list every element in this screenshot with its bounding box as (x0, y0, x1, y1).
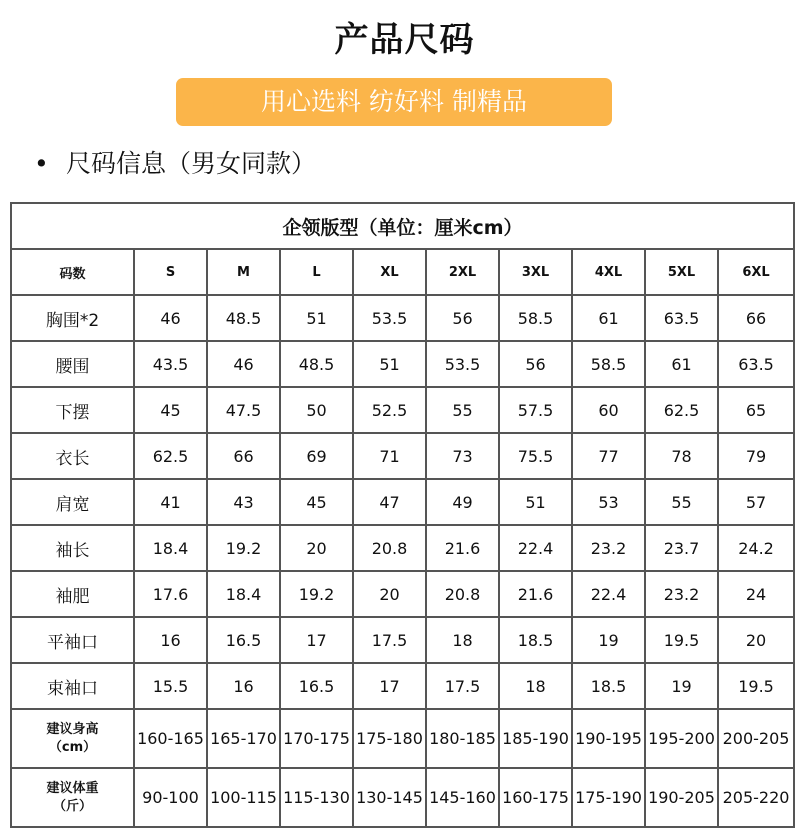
value-cell: 24 (718, 571, 794, 617)
table-caption: 企领版型（单位：厘米cm） (11, 203, 794, 249)
value-cell: 49 (426, 479, 499, 525)
size-header-cell: XL (353, 249, 426, 295)
value-cell: 53.5 (353, 295, 426, 341)
size-table (10, 202, 795, 828)
row-label-cell (11, 709, 134, 768)
row-label-cell: 腰围 (11, 341, 134, 387)
value-cell: 73 (426, 433, 499, 479)
value-cell: 17 (280, 617, 353, 663)
table-row (11, 479, 794, 525)
value-cell: 51 (280, 295, 353, 341)
value-cell: 20 (718, 617, 794, 663)
value-cell: 17 (353, 663, 426, 709)
value-cell: 165-170 (207, 709, 280, 768)
value-cell: 100-115 (207, 768, 280, 827)
value-cell: 160-175 (499, 768, 572, 827)
size-header-cell: 2XL (426, 249, 499, 295)
value-cell: 66 (718, 295, 794, 341)
value-cell: 190-205 (645, 768, 718, 827)
value-cell: 43.5 (134, 341, 207, 387)
value-cell: 205-220 (718, 768, 794, 827)
value-cell: 63.5 (645, 295, 718, 341)
value-cell: 115-130 (280, 768, 353, 827)
value-cell: 18.4 (207, 571, 280, 617)
value-cell: 18 (426, 617, 499, 663)
value-cell: 20 (353, 571, 426, 617)
value-cell: 46 (134, 295, 207, 341)
table-row (11, 663, 794, 709)
value-cell: 19.5 (718, 663, 794, 709)
value-cell: 65 (718, 387, 794, 433)
value-cell: 66 (207, 433, 280, 479)
value-cell: 18.5 (572, 663, 645, 709)
value-cell: 63.5 (718, 341, 794, 387)
value-cell: 60 (572, 387, 645, 433)
value-cell: 47.5 (207, 387, 280, 433)
value-cell: 175-190 (572, 768, 645, 827)
table-row (11, 709, 794, 768)
value-cell: 52.5 (353, 387, 426, 433)
value-cell: 19.5 (645, 617, 718, 663)
size-header-cell: 5XL (645, 249, 718, 295)
value-cell: 43 (207, 479, 280, 525)
size-header-cell: L (280, 249, 353, 295)
value-cell: 56 (499, 341, 572, 387)
value-cell: 45 (280, 479, 353, 525)
value-cell: 69 (280, 433, 353, 479)
value-cell: 175-180 (353, 709, 426, 768)
value-cell: 53 (572, 479, 645, 525)
row-label-unit: （斤） (52, 798, 92, 814)
value-cell: 160-165 (134, 709, 207, 768)
table-row (11, 341, 794, 387)
value-cell: 58.5 (572, 341, 645, 387)
row-label-cell: 下摆 (11, 387, 134, 433)
row-label-cell: 衣长 (11, 433, 134, 479)
value-cell: 16 (134, 617, 207, 663)
bullet-icon: • (34, 149, 49, 178)
value-cell: 22.4 (499, 525, 572, 571)
value-cell: 53.5 (426, 341, 499, 387)
value-cell: 16.5 (207, 617, 280, 663)
table-row (11, 295, 794, 341)
value-cell: 200-205 (718, 709, 794, 768)
value-cell: 17.6 (134, 571, 207, 617)
value-cell: 47 (353, 479, 426, 525)
value-cell: 130-145 (353, 768, 426, 827)
value-cell: 57.5 (499, 387, 572, 433)
size-header-cell: 3XL (499, 249, 572, 295)
row-label-cell: 袖肥 (11, 571, 134, 617)
value-cell: 56 (426, 295, 499, 341)
value-cell: 71 (353, 433, 426, 479)
section-heading-text: 尺码信息（男女同款） (66, 149, 317, 178)
table-row (11, 387, 794, 433)
value-cell: 51 (353, 341, 426, 387)
value-cell: 48.5 (207, 295, 280, 341)
value-cell: 16.5 (280, 663, 353, 709)
value-cell: 23.2 (645, 571, 718, 617)
row-label-cell: 束袖口 (11, 663, 134, 709)
value-cell: 62.5 (645, 387, 718, 433)
value-cell: 23.7 (645, 525, 718, 571)
row-label-line: 建议身高 (46, 721, 99, 737)
value-cell: 16 (207, 663, 280, 709)
value-cell: 79 (718, 433, 794, 479)
value-cell: 23.2 (572, 525, 645, 571)
value-cell: 62.5 (134, 433, 207, 479)
value-cell: 58.5 (499, 295, 572, 341)
size-header-cell: 6XL (718, 249, 794, 295)
value-cell: 75.5 (499, 433, 572, 479)
value-cell: 77 (572, 433, 645, 479)
table-row (11, 525, 794, 571)
value-cell: 17.5 (353, 617, 426, 663)
value-cell: 48.5 (280, 341, 353, 387)
value-cell: 145-160 (426, 768, 499, 827)
row-label-cell: 胸围*2 (11, 295, 134, 341)
value-cell: 50 (280, 387, 353, 433)
value-cell: 18.5 (499, 617, 572, 663)
value-cell: 195-200 (645, 709, 718, 768)
value-cell: 78 (645, 433, 718, 479)
value-cell: 190-195 (572, 709, 645, 768)
table-row (11, 617, 794, 663)
value-cell: 15.5 (134, 663, 207, 709)
row-label-cell (11, 768, 134, 827)
table-row (11, 433, 794, 479)
value-cell: 57 (718, 479, 794, 525)
size-header-cell: M (207, 249, 280, 295)
value-cell: 55 (645, 479, 718, 525)
value-cell: 20.8 (426, 571, 499, 617)
value-cell: 19 (645, 663, 718, 709)
row-label-cell: 袖长 (11, 525, 134, 571)
value-cell: 51 (499, 479, 572, 525)
value-cell: 19.2 (207, 525, 280, 571)
value-cell: 17.5 (426, 663, 499, 709)
value-cell: 61 (645, 341, 718, 387)
value-cell: 185-190 (499, 709, 572, 768)
value-cell: 180-185 (426, 709, 499, 768)
value-cell: 18 (499, 663, 572, 709)
value-cell: 18.4 (134, 525, 207, 571)
value-cell: 90-100 (134, 768, 207, 827)
value-cell: 19.2 (280, 571, 353, 617)
section-heading (34, 144, 316, 180)
row-label-line: 建议体重 (46, 780, 99, 796)
size-header-cell: 4XL (572, 249, 645, 295)
value-cell: 19 (572, 617, 645, 663)
value-cell: 21.6 (499, 571, 572, 617)
value-cell: 21.6 (426, 525, 499, 571)
value-cell: 170-175 (280, 709, 353, 768)
table-row (11, 768, 794, 827)
row-label-unit: （cm） (48, 739, 97, 755)
value-cell: 24.2 (718, 525, 794, 571)
value-cell: 20.8 (353, 525, 426, 571)
table-header-row (11, 249, 794, 295)
value-cell: 55 (426, 387, 499, 433)
size-header-cell: S (134, 249, 207, 295)
value-cell: 22.4 (572, 571, 645, 617)
page-title: 产品尺码 (334, 20, 475, 60)
value-cell: 61 (572, 295, 645, 341)
value-cell: 20 (280, 525, 353, 571)
value-cell: 46 (207, 341, 280, 387)
header-label-cell: 码数 (11, 249, 134, 295)
row-label-cell: 肩宽 (11, 479, 134, 525)
table-row (11, 571, 794, 617)
row-label-cell: 平袖口 (11, 617, 134, 663)
slogan-banner: 用心选料 纺好料 制精品 (176, 78, 612, 126)
value-cell: 45 (134, 387, 207, 433)
value-cell: 41 (134, 479, 207, 525)
